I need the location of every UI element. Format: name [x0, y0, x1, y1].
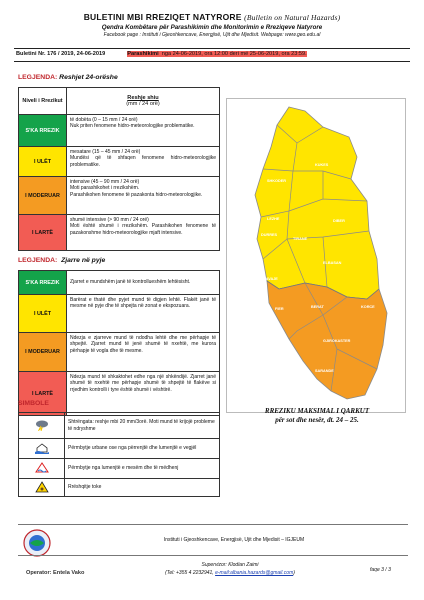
bulletin-title-en: (Bulletin on Natural Hazards) — [244, 13, 341, 22]
center-name: Qendra Kombëtare për Parashikimin dhe Monitorimin e Rreziqeve Natyrore — [101, 24, 323, 31]
rain-desc-none: të dobëta (0 – 15 mm / 24 orë) Nuk priten fenomene hidro-meteorologjike problematike. — [67, 115, 220, 147]
map-label-fier: FIER — [275, 307, 284, 311]
footer-supervisor: Supervizor: Klodian Zaimi — [201, 562, 259, 568]
bulletin-info-row — [16, 51, 408, 57]
fire-level-low: I ULËT — [19, 295, 67, 333]
landslide-icon — [19, 479, 65, 497]
facebook-line: Facebook page : Instituti i Gjeoshkencave, Energjisë, Ujit dhe Mjedisit. Webpage: www.geo.edu.al — [103, 32, 321, 38]
fire-level-moderate: I MODERUAR — [19, 333, 67, 372]
header-divider-bottom — [14, 61, 410, 62]
institute-logo — [22, 528, 52, 558]
footer-institute: Instituti i Gjeoshkencave, Energjisë, Ujit dhe Mjedisit – IGJEUM — [163, 537, 305, 543]
albania-map-svg — [227, 99, 407, 414]
footer-divider — [18, 555, 408, 556]
bulletin-number: Buletini Nr. 176 / 2019, 24-06-2019 — [16, 51, 106, 57]
map-label-durres: DURRES — [261, 233, 278, 237]
urban-flood-icon — [19, 439, 65, 459]
rain-desc-low: mesatare (15 – 45 mm / 24 orë) Mundësi që të shfaqen fenomene hidro-meteorologjike problematike. — [67, 147, 220, 177]
rain-legend-value-header: Reshje shiu (mm / 24 orë) — [67, 88, 220, 115]
symbols-table — [18, 412, 220, 497]
map-label-berat: BERAT — [311, 305, 324, 309]
rain-level-low: I ULËT — [19, 147, 67, 177]
fire-desc-moderate: Ndezja e zjarreve mund të ndodha lehtë dhe me përhapje të shpejtë. Zjarret mund të jenë shumë të nxehtë, me kurora përhapje të vogla dhe të mesme. — [67, 333, 220, 372]
map-label-gjirokaster: GJIROKASTER — [323, 339, 351, 343]
map-label-diber: DIBER — [333, 219, 345, 223]
rain-desc-high: shumë intensive (> 90 mm / 24 orë) Moti është shumë i rrezikshëm. Parashikohen fenomene të pazakonshme hidro-meteorologjike mjaft intensive. — [67, 215, 220, 251]
max-risk-line1: RREZIKU MAKSIMAL I QARKUT — [264, 407, 370, 415]
rain-level-none: S'KA RREZIK — [19, 115, 67, 147]
fire-legend-table — [18, 270, 220, 416]
forecast-period: Parashikimi nga 24-06-2019, ora 12:00 deri më 25-06-2019, ora 23:59. — [127, 51, 307, 57]
bulletin-title: BULETINI MBI RREZIQET NATYRORE (Bulletin on Natural Hazards) — [83, 12, 341, 22]
fire-level-high: I LARTË — [19, 372, 67, 416]
fire-level-none: S'KA RREZIK — [19, 271, 67, 295]
footer-top-rule — [18, 524, 408, 525]
max-risk-caption — [232, 407, 402, 426]
footer-contact: (Tel: +355 4 2232941, e-mail:albania.hazards@gmail.com) — [165, 570, 295, 576]
fire-desc-low: Barërat e thatë dhe pyjet mund të digjen lehtë. Flakët janë të mesme në pyje dhe të shpejta në zonat e ekspozuara. — [67, 295, 220, 333]
symbols-title: SIMBOLE — [18, 400, 49, 407]
max-risk-line2: për sot dhe nesër, dt. 24 – 25. — [275, 416, 359, 425]
footer-operator: Operator: Entela Vako — [26, 570, 85, 576]
symbol-desc-urban-flood: Përmbytje urbane ose nga përrenjtë dhe lumenjtë e vegjël — [65, 439, 220, 459]
rain-desc-moderate: intensive (45 – 90 mm / 24 orë) Moti parashikohet i rrezikshëm. Parashikohen fenomene të pazakonta hidro-meteorologjike. — [67, 177, 220, 215]
rain-legend-title: LEGJENDA: Reshjet 24-orëshe — [18, 74, 118, 81]
map-label-tirane: TIRANE — [293, 237, 308, 241]
albania-risk-map — [226, 98, 406, 413]
contact-email-link[interactable]: e-mail:albania.hazards@gmail.com — [215, 570, 294, 576]
header-divider-top — [14, 48, 410, 49]
map-label-kavaje: KAVAJE — [263, 277, 278, 281]
fire-legend-title: LEGJENDA: Zjarre në pyje — [18, 257, 106, 264]
map-label-shkoder: SHKODER — [267, 179, 286, 183]
bulletin-header — [14, 12, 410, 38]
map-label-korce: KORCE — [361, 305, 375, 309]
rain-legend-level-header: Niveli i Rrezikut — [19, 88, 67, 115]
rain-level-moderate: I MODERUAR — [19, 177, 67, 215]
fire-desc-none: Zjarret e mundshëm janë të kontrollueshëm lehtësisht. — [67, 271, 220, 295]
thunderstorm-icon — [19, 413, 65, 439]
map-label-sarande: SARANDE — [315, 369, 334, 373]
footer-page-number: faqe 3 / 3 — [370, 567, 391, 573]
symbol-desc-river-flood: Përmbytje nga lumenjtë e mesëm dhe të mëdhenj — [65, 459, 220, 479]
map-label-kukes: KUKES — [315, 163, 329, 167]
map-label-lezhe: LEZHE — [267, 217, 280, 221]
rain-legend-table — [18, 87, 220, 251]
map-label-vlore: VLORE — [281, 349, 295, 353]
symbol-desc-landslide: Rrëshqitje toke — [65, 479, 220, 497]
map-region-yellow — [255, 107, 379, 299]
rain-level-high: I LARTË — [19, 215, 67, 251]
river-flood-icon — [19, 459, 65, 479]
map-label-elbasan: ELBASAN — [323, 261, 342, 265]
fire-desc-high: Ndezja mund të shkaktohet edhe nga një shkëndijë. Zjarret janë shumë të nxehtë me përhapje shumë të shpejtë të flakëve si rrjedhim kontrolli i tyre është shumë i vështirë. — [67, 372, 220, 416]
symbol-desc-thunderstorm: Shtrëngata: reshje mbi 20 mm/3orë. Moti mund të krijojë probleme të ndryshme — [65, 413, 220, 439]
